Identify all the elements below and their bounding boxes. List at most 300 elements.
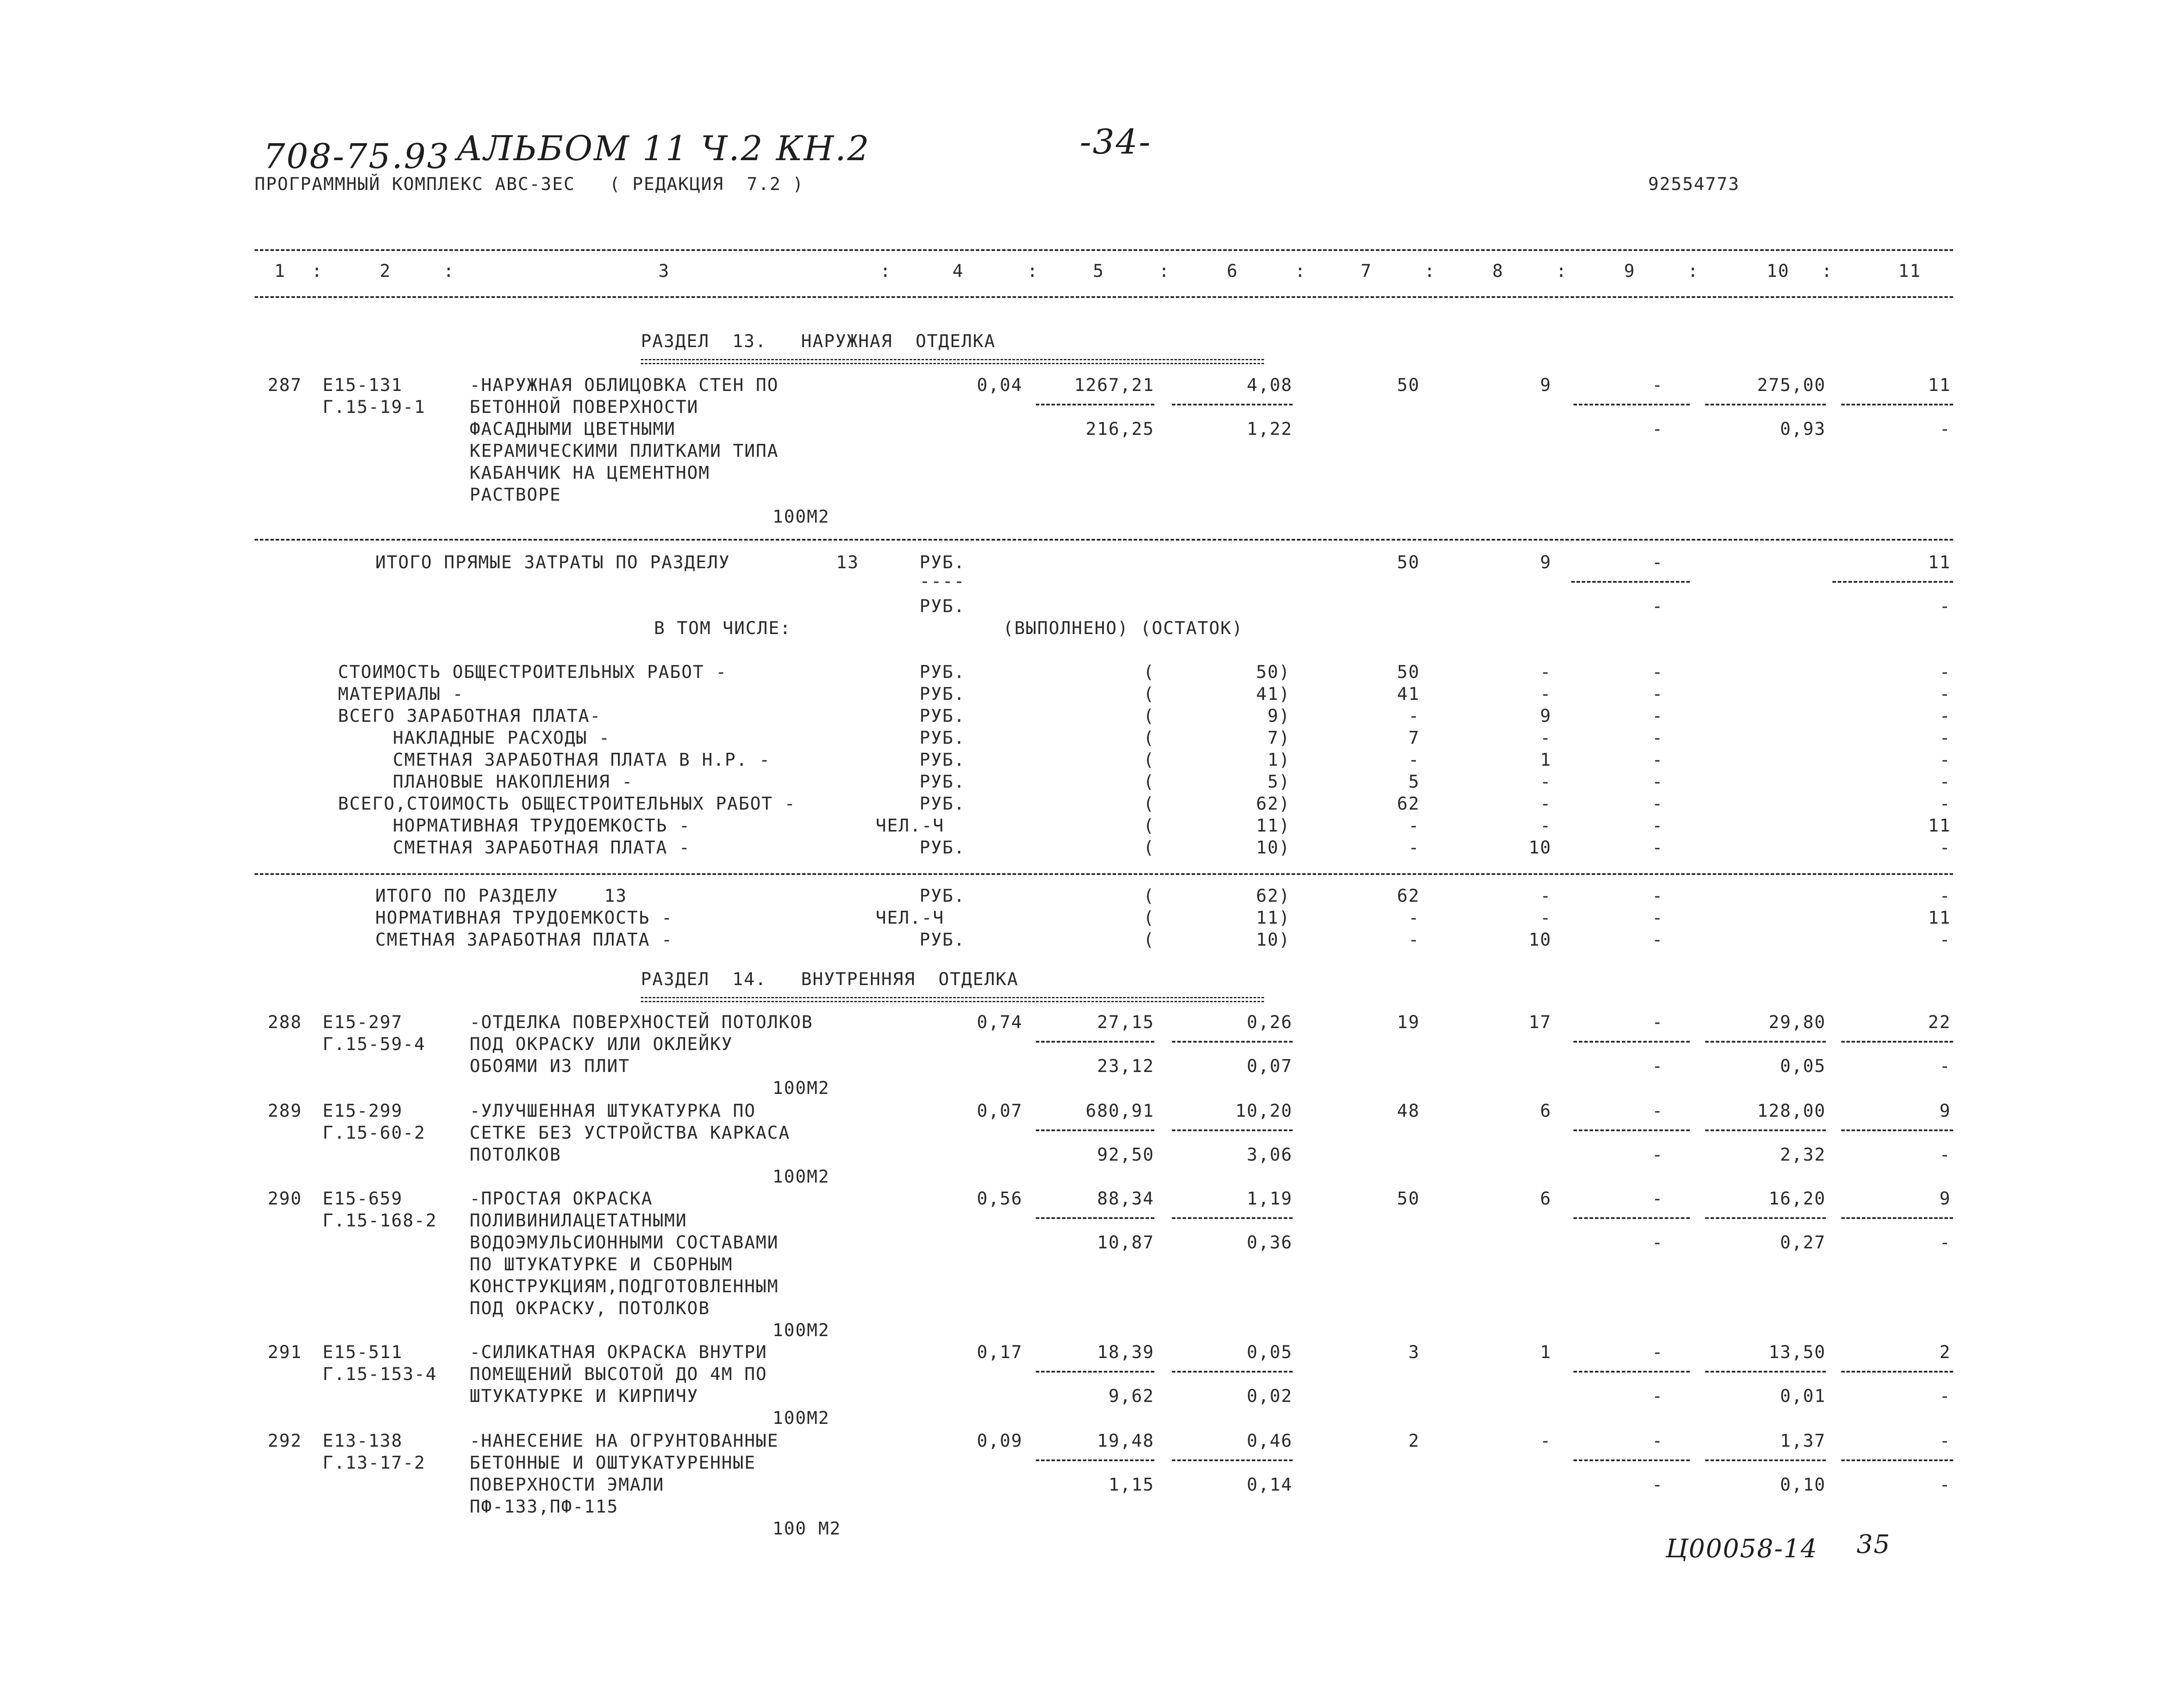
row-291-sub-rule-11 — [1841, 1371, 1953, 1373]
row-287-sub-rule-6 — [1172, 404, 1293, 405]
row-288-unit: 100М2 — [772, 1078, 830, 1098]
breakdown-row-3-done: 9) — [1267, 706, 1290, 726]
row-287-col-c10: 275,00 — [1757, 375, 1826, 395]
breakdown-row-2-col-11: - — [1939, 684, 1951, 704]
row-291-col-c5b: 9,62 — [1108, 1386, 1154, 1406]
section-total-row-2-col-8: - — [1540, 908, 1552, 928]
direct-costs-dash: ---- — [920, 571, 966, 591]
breakdown-row-6-col-9: - — [1652, 772, 1663, 792]
breakdown-row-4-col-9: - — [1652, 728, 1663, 748]
row-290-col-c5: 88,34 — [1097, 1189, 1154, 1209]
row-292-col-c10: 1,37 — [1780, 1431, 1826, 1451]
breakdown-row-8-col-8: - — [1540, 816, 1552, 836]
row-287-reference: Г.15-19-1 — [323, 397, 426, 417]
row-287-description: РАСТВОРЕ — [470, 485, 561, 505]
breakdown-row-4-col-7: 7 — [1408, 728, 1420, 748]
row-291-col-c4: 0,17 — [977, 1342, 1023, 1362]
row-289-col-c6: 10,20 — [1235, 1101, 1293, 1121]
row-292-col-c11: - — [1939, 1431, 1951, 1451]
row-292-col-c11b: - — [1939, 1475, 1951, 1495]
section-total-row-3-paren-open: ( — [1143, 930, 1155, 950]
breakdown-row-3-col-7: - — [1408, 706, 1420, 726]
row-291-col-c11b: - — [1939, 1386, 1951, 1406]
section-total-row-2-col-9: - — [1652, 908, 1663, 928]
breakdown-row-7-col-11: - — [1939, 794, 1951, 814]
row-292-description: -НАНЕСЕНИЕ НА ОГРУНТОВАННЫЕ — [470, 1431, 779, 1451]
row-287-unit: 100М2 — [772, 507, 830, 527]
breakdown-row-6-col-11: - — [1939, 772, 1951, 792]
column-separator: : — [880, 261, 892, 281]
row-290-col-c9b: - — [1652, 1233, 1663, 1253]
row-288-description: ПОД ОКРАСКУ ИЛИ ОКЛЕЙКУ — [470, 1034, 733, 1054]
section-total-row-3-done: 10) — [1256, 930, 1290, 950]
row-290-col-c9: - — [1652, 1189, 1663, 1209]
breakdown-row-8-unit: ЧЕЛ.-Ч — [876, 816, 945, 836]
row-292-col-c7: 2 — [1408, 1431, 1420, 1451]
row-290-sub-rule-10 — [1705, 1217, 1826, 1219]
row-288-description: -ОТДЕЛКА ПОВЕРХНОСТЕЙ ПОТОЛКОВ — [470, 1012, 813, 1032]
section-13-final-rule — [255, 873, 1953, 875]
breakdown-row-4-done: 7) — [1267, 728, 1290, 748]
row-289-col-c9b: - — [1652, 1145, 1663, 1165]
program-header: ПРОГРАММНЫЙ КОМПЛЕКС АВС-3ЕС ( РЕДАКЦИЯ 7.2 ) — [255, 174, 804, 194]
handwritten-page: 35 — [1857, 1529, 1891, 1559]
breakdown-row-7-unit: РУБ. — [920, 794, 966, 814]
row-288-col-c5: 27,15 — [1097, 1012, 1154, 1032]
row-291-description: -СИЛИКАТНАЯ ОКРАСКА ВНУТРИ — [470, 1342, 768, 1362]
row-289-col-c8: 6 — [1540, 1101, 1552, 1121]
row-288-col-c6b: 0,07 — [1246, 1056, 1293, 1076]
column-separator: : — [1424, 261, 1436, 281]
breakdown-row-9-col-11: - — [1939, 838, 1951, 858]
section-13-totals-rule — [255, 539, 1953, 541]
row-292-reference: Г.13-17-2 — [323, 1453, 426, 1473]
breakdown-row-7-col-9: - — [1652, 794, 1663, 814]
breakdown-row-4-col-8: - — [1540, 728, 1552, 748]
section-total-row-1-unit: РУБ. — [920, 886, 966, 906]
section-14-underline — [641, 997, 1264, 1002]
section-total-row-1-col-7: 62 — [1397, 886, 1420, 906]
column-separator: : — [1159, 261, 1171, 281]
breakdown-row-9-col-7: - — [1408, 838, 1420, 858]
direct-sub-rule-9 — [1571, 581, 1690, 583]
row-291-unit: 100М2 — [772, 1408, 830, 1428]
row-289-description: ПОТОЛКОВ — [470, 1145, 561, 1165]
breakdown-row-1-unit: РУБ. — [920, 662, 966, 682]
section-total-row-1-col-9: - — [1652, 886, 1663, 906]
section-total-row-2-done: 11) — [1256, 908, 1290, 928]
breakdown-row-3-col-11: - — [1939, 706, 1951, 726]
row-288-col-c7: 19 — [1397, 1012, 1420, 1032]
breakdown-row-6-label: ПЛАНОВЫЕ НАКОПЛЕНИЯ - — [393, 772, 633, 792]
direct-col-9: - — [1652, 552, 1663, 573]
section-total-row-2-label: НОРМАТИВНАЯ ТРУДОЕМКОСТЬ - — [375, 908, 673, 928]
column-separator: : — [1556, 261, 1568, 281]
row-288-col-c9: - — [1652, 1012, 1663, 1032]
row-292-code: Е13-138 — [323, 1431, 403, 1451]
row-288-description: ОБОЯМИ ИЗ ПЛИТ — [470, 1056, 630, 1076]
breakdown-row-7-paren-open: ( — [1143, 794, 1155, 814]
breakdown-row-8-col-7: - — [1408, 816, 1420, 836]
section-total-row-2-paren-open: ( — [1143, 908, 1155, 928]
row-287-col-c5: 1267,21 — [1074, 375, 1154, 395]
handwritten-code: 708-75.93 — [263, 137, 450, 176]
row-292-col-c6: 0,46 — [1246, 1431, 1293, 1451]
row-290-col-c4: 0,56 — [977, 1189, 1023, 1209]
row-291-col-c8: 1 — [1540, 1342, 1552, 1362]
breakdown-row-2-label: МАТЕРИАЛЫ - — [338, 684, 464, 704]
row-288-reference: Г.15-59-4 — [323, 1034, 426, 1054]
section-total-row-2-unit: ЧЕЛ.-Ч — [876, 908, 945, 928]
breakdown-row-5-col-7: - — [1408, 750, 1420, 770]
row-291-col-c6: 0,05 — [1246, 1342, 1293, 1362]
row-291-col-c7: 3 — [1408, 1342, 1420, 1362]
row-289-col-c6b: 3,06 — [1246, 1145, 1293, 1165]
row-290-sub-rule-5 — [1036, 1217, 1154, 1219]
row-290-sub-rule-9 — [1573, 1217, 1690, 1219]
row-290-col-c8: 6 — [1540, 1189, 1552, 1209]
row-290-description: -ПРОСТАЯ ОКРАСКА — [470, 1189, 653, 1209]
row-292-sub-rule-9 — [1573, 1459, 1690, 1461]
row-289-unit: 100М2 — [772, 1167, 830, 1187]
row-291-col-c5: 18,39 — [1097, 1342, 1154, 1362]
row-288-sub-rule-9 — [1573, 1041, 1690, 1043]
row-291-sub-rule-10 — [1705, 1371, 1826, 1373]
section-total-row-3-col-9: - — [1652, 930, 1663, 950]
breakdown-row-9-paren-open: ( — [1143, 838, 1155, 858]
breakdown-row-2-paren-open: ( — [1143, 684, 1155, 704]
row-288-code: Е15-297 — [323, 1012, 403, 1032]
section-13-title: РАЗДЕЛ 13. НАРУЖНАЯ ОТДЕЛКА — [641, 331, 996, 351]
row-288-col-c9b: - — [1652, 1056, 1663, 1076]
column-separator: : — [1295, 261, 1307, 281]
row-289-sub-rule-6 — [1172, 1129, 1293, 1131]
row-287-col-c9: - — [1652, 375, 1663, 395]
row-288-col-c8: 17 — [1528, 1012, 1552, 1032]
row-291-description: ПОМЕЩЕНИЙ ВЫСОТОЙ ДО 4М ПО — [470, 1364, 768, 1384]
row-287-description: КЕРАМИЧЕСКИМИ ПЛИТКАМИ ТИПА — [470, 441, 779, 461]
column-separator: : — [1027, 261, 1039, 281]
direct-col-7: 50 — [1397, 552, 1420, 573]
column-separator: : — [312, 261, 323, 281]
row-292-col-c5: 19,48 — [1097, 1431, 1154, 1451]
column-header-7: 7 — [1361, 261, 1372, 281]
section-total-row-1-paren-open: ( — [1143, 886, 1155, 906]
direct-col-9b: - — [1652, 596, 1663, 617]
breakdown-row-6-col-8: - — [1540, 772, 1552, 792]
breakdown-row-8-paren-open: ( — [1143, 816, 1155, 836]
breakdown-row-1-col-7: 50 — [1397, 662, 1420, 682]
row-292-sub-rule-5 — [1036, 1459, 1154, 1461]
row-287-col-c11: 11 — [1928, 375, 1951, 395]
row-290-unit: 100М2 — [772, 1320, 830, 1341]
section-total-row-1-col-8: - — [1540, 886, 1552, 906]
section-total-row-1-done: 62) — [1256, 886, 1290, 906]
row-290-col-c6: 1,19 — [1246, 1189, 1293, 1209]
breakdown-row-8-done: 11) — [1256, 816, 1290, 836]
row-290-number: 290 — [268, 1189, 302, 1209]
row-291-col-c11: 2 — [1939, 1342, 1951, 1362]
row-287-description: -НАРУЖНАЯ ОБЛИЦОВКА СТЕН ПО — [470, 375, 779, 395]
row-290-description: ПОЛИВИНИЛАЦЕТАТНЫМИ — [470, 1211, 687, 1231]
column-separator: : — [1821, 261, 1833, 281]
breakdown-row-1-label: СТОИМОСТЬ ОБЩЕСТРОИТЕЛЬНЫХ РАБОТ - — [338, 662, 727, 682]
breakdown-row-4-label: НАКЛАДНЫЕ РАСХОДЫ - — [393, 728, 611, 748]
column-header-1: 1 — [274, 261, 286, 281]
section-total-row-2-col-7: - — [1408, 908, 1420, 928]
row-288-sub-rule-10 — [1705, 1041, 1826, 1043]
direct-col-8: 9 — [1540, 552, 1552, 573]
direct-col-11: 11 — [1928, 552, 1951, 573]
done-remaining-label: (ВЫПОЛНЕНО) (ОСТАТОК) — [1003, 618, 1243, 638]
row-289-col-c11b: - — [1939, 1145, 1951, 1165]
row-288-col-c10: 29,80 — [1768, 1012, 1826, 1032]
breakdown-row-7-label: ВСЕГО,СТОИМОСТЬ ОБЩЕСТРОИТЕЛЬНЫХ РАБОТ - — [338, 794, 796, 814]
row-287-sub-rule-10 — [1705, 404, 1826, 405]
breakdown-row-6-col-7: 5 — [1408, 772, 1420, 792]
breakdown-row-5-done: 1) — [1267, 750, 1290, 770]
row-291-col-c10: 13,50 — [1768, 1342, 1826, 1362]
breakdown-row-9-label: СМЕТНАЯ ЗАРАБОТНАЯ ПЛАТА - — [393, 838, 691, 858]
direct-sub-rule-11 — [1832, 581, 1953, 583]
breakdown-row-2-col-8: - — [1540, 684, 1552, 704]
breakdown-row-3-col-8: 9 — [1540, 706, 1552, 726]
row-290-description: ПО ШТУКАТУРКЕ И СБОРНЫМ — [470, 1255, 733, 1275]
direct-costs-unit-2: РУБ. — [920, 596, 966, 617]
row-292-sub-rule-11 — [1841, 1459, 1953, 1461]
section-total-row-3-label: СМЕТНАЯ ЗАРАБОТНАЯ ПЛАТА - — [375, 930, 673, 950]
row-288-col-c4: 0,74 — [977, 1012, 1023, 1032]
row-292-col-c5b: 1,15 — [1108, 1475, 1154, 1495]
direct-costs-unit: РУБ. — [920, 552, 966, 573]
row-289-col-c9: - — [1652, 1101, 1663, 1121]
row-287-number: 287 — [268, 375, 302, 395]
row-292-description: БЕТОННЫЕ И ОШТУКАТУРЕННЫЕ — [470, 1453, 756, 1473]
row-289-description: СЕТКЕ БЕЗ УСТРОЙСТВА КАРКАСА — [470, 1123, 790, 1143]
breakdown-row-3-unit: РУБ. — [920, 706, 966, 726]
row-289-sub-rule-9 — [1573, 1129, 1690, 1131]
row-288-col-c11b: - — [1939, 1056, 1951, 1076]
breakdown-row-7-done: 62) — [1256, 794, 1290, 814]
section-total-row-1-col-11: - — [1939, 886, 1951, 906]
breakdown-row-9-done: 10) — [1256, 838, 1290, 858]
row-290-col-c11b: - — [1939, 1233, 1951, 1253]
breakdown-row-5-col-11: - — [1939, 750, 1951, 770]
row-291-sub-rule-9 — [1573, 1371, 1690, 1373]
breakdown-row-4-col-11: - — [1939, 728, 1951, 748]
breakdown-row-7-col-8: - — [1540, 794, 1552, 814]
row-288-sub-rule-5 — [1036, 1041, 1154, 1043]
row-287-sub-rule-9 — [1573, 404, 1690, 405]
row-289-col-c5: 680,91 — [1085, 1101, 1154, 1121]
breakdown-row-6-unit: РУБ. — [920, 772, 966, 792]
row-292-description: ПФ-133,ПФ-115 — [470, 1497, 619, 1517]
row-291-reference: Г.15-153-4 — [323, 1364, 437, 1384]
row-291-sub-rule-6 — [1172, 1371, 1293, 1373]
column-header-9: 9 — [1624, 261, 1636, 281]
row-290-code: Е15-659 — [323, 1189, 403, 1209]
column-separator: : — [443, 261, 455, 281]
row-290-col-c10: 16,20 — [1768, 1189, 1826, 1209]
breakdown-row-3-paren-open: ( — [1143, 706, 1155, 726]
row-292-col-c4: 0,09 — [977, 1431, 1023, 1451]
row-292-col-c9b: - — [1652, 1475, 1663, 1495]
breakdown-row-9-col-8: 10 — [1528, 838, 1552, 858]
column-header-10: 10 — [1767, 261, 1790, 281]
section-total-row-3-col-11: - — [1939, 930, 1951, 950]
page-number: -34- — [1080, 122, 1152, 162]
row-291-col-c9b: - — [1652, 1386, 1663, 1406]
document-number: 92554773 — [1648, 174, 1740, 194]
section-total-row-3-col-8: 10 — [1528, 930, 1552, 950]
row-287-col-c11b: - — [1939, 419, 1951, 439]
direct-costs-label: ИТОГО ПРЯМЫЕ ЗАТРАТЫ ПО РАЗДЕЛУ — [375, 552, 730, 573]
breakdown-row-2-done: 41) — [1256, 684, 1290, 704]
breakdown-row-7-col-7: 62 — [1397, 794, 1420, 814]
row-292-col-c8: - — [1540, 1431, 1552, 1451]
row-289-col-c10b: 2,32 — [1780, 1145, 1826, 1165]
row-287-col-c7: 50 — [1397, 375, 1420, 395]
row-292-unit: 100 М2 — [772, 1519, 841, 1539]
row-288-col-c11: 22 — [1928, 1012, 1951, 1032]
row-291-code: Е15-511 — [323, 1342, 403, 1362]
row-288-sub-rule-6 — [1172, 1041, 1293, 1043]
section-total-row-3-unit: РУБ. — [920, 930, 966, 950]
breakdown-row-6-done: 5) — [1267, 772, 1290, 792]
row-292-sub-rule-6 — [1172, 1459, 1293, 1461]
row-290-description: КОНСТРУКЦИЯМ,ПОДГОТОВЛЕННЫМ — [470, 1276, 779, 1297]
row-287-description: ФАСАДНЫМИ ЦВЕТНЫМИ — [470, 419, 676, 439]
breakdown-row-4-paren-open: ( — [1143, 728, 1155, 748]
direct-costs-section: 13 — [836, 552, 859, 573]
row-290-sub-rule-6 — [1172, 1217, 1293, 1219]
row-290-description: ВОДОЭМУЛЬСИОННЫМИ СОСТАВАМИ — [470, 1233, 779, 1253]
column-header-6: 6 — [1227, 261, 1239, 281]
breakdown-row-1-paren-open: ( — [1143, 662, 1155, 682]
row-292-sub-rule-10 — [1705, 1459, 1826, 1461]
row-292-col-c9: - — [1652, 1431, 1663, 1451]
row-289-col-c10: 128,00 — [1757, 1101, 1826, 1121]
section-14-title: РАЗДЕЛ 14. ВНУТРЕННЯЯ ОТДЕЛКА — [641, 969, 1019, 989]
breakdown-row-5-unit: РУБ. — [920, 750, 966, 770]
column-header-2: 2 — [380, 261, 392, 281]
row-287-col-c6b: 1,22 — [1246, 419, 1293, 439]
breakdown-row-8-col-11: 11 — [1928, 816, 1951, 836]
row-287-col-c4: 0,04 — [977, 375, 1023, 395]
breakdown-row-1-col-8: - — [1540, 662, 1552, 682]
row-292-number: 292 — [268, 1431, 302, 1451]
handwritten-album: АЛЬБОМ 11 Ч.2 КН.2 — [456, 129, 871, 168]
row-288-col-c6: 0,26 — [1246, 1012, 1293, 1032]
including-label: В ТОМ ЧИСЛЕ: — [654, 618, 791, 638]
breakdown-row-1-col-11: - — [1939, 662, 1951, 682]
column-header-3: 3 — [658, 261, 670, 281]
row-289-number: 289 — [268, 1101, 302, 1121]
breakdown-row-5-col-8: 1 — [1540, 750, 1552, 770]
breakdown-row-5-paren-open: ( — [1143, 750, 1155, 770]
row-287-sub-rule-11 — [1841, 404, 1953, 405]
row-288-col-c5b: 23,12 — [1097, 1056, 1154, 1076]
column-header-5: 5 — [1093, 261, 1105, 281]
row-287-description: БЕТОННОЙ ПОВЕРХНОСТИ — [470, 397, 699, 417]
row-289-sub-rule-5 — [1036, 1129, 1154, 1131]
column-header-4: 4 — [952, 261, 964, 281]
row-291-number: 291 — [268, 1342, 302, 1362]
row-290-sub-rule-11 — [1841, 1217, 1953, 1219]
row-289-code: Е15-299 — [323, 1101, 403, 1121]
column-separator: : — [1688, 261, 1699, 281]
row-289-sub-rule-10 — [1705, 1129, 1826, 1131]
breakdown-row-6-paren-open: ( — [1143, 772, 1155, 792]
row-292-description: ПОВЕРХНОСТИ ЭМАЛИ — [470, 1475, 665, 1495]
column-header-8: 8 — [1492, 261, 1504, 281]
row-291-col-c9: - — [1652, 1342, 1663, 1362]
breakdown-row-2-col-9: - — [1652, 684, 1663, 704]
direct-col-11b: - — [1939, 596, 1951, 617]
header-rule-top — [255, 249, 1953, 251]
breakdown-row-9-unit: РУБ. — [920, 838, 966, 858]
row-289-reference: Г.15-60-2 — [323, 1123, 426, 1143]
row-289-description: -УЛУЧШЕННАЯ ШТУКАТУРКА ПО — [470, 1101, 756, 1121]
row-292-col-c10b: 0,10 — [1780, 1475, 1826, 1495]
row-290-col-c5b: 10,87 — [1097, 1233, 1154, 1253]
row-290-col-c10b: 0,27 — [1780, 1233, 1826, 1253]
row-289-sub-rule-11 — [1841, 1129, 1953, 1131]
row-288-number: 288 — [268, 1012, 302, 1032]
breakdown-row-5-label: СМЕТНАЯ ЗАРАБОТНАЯ ПЛАТА В Н.Р. - — [393, 750, 771, 770]
row-288-col-c10b: 0,05 — [1780, 1056, 1826, 1076]
row-287-description: КАБАНЧИК НА ЦЕМЕНТНОМ — [470, 463, 710, 483]
row-287-sub-rule-5 — [1036, 404, 1154, 405]
breakdown-row-8-col-9: - — [1652, 816, 1663, 836]
header-rule-bottom — [255, 296, 1953, 298]
row-287-col-c8: 9 — [1540, 375, 1552, 395]
section-13-underline — [641, 359, 1264, 364]
breakdown-row-5-col-9: - — [1652, 750, 1663, 770]
breakdown-row-2-col-7: 41 — [1397, 684, 1420, 704]
breakdown-row-3-label: ВСЕГО ЗАРАБОТНАЯ ПЛАТА- — [338, 706, 601, 726]
row-289-col-c4: 0,07 — [977, 1101, 1023, 1121]
breakdown-row-3-col-9: - — [1652, 706, 1663, 726]
breakdown-row-9-col-9: - — [1652, 838, 1663, 858]
row-290-col-c6b: 0,36 — [1246, 1233, 1293, 1253]
row-289-col-c11: 9 — [1939, 1101, 1951, 1121]
breakdown-row-8-label: НОРМАТИВНАЯ ТРУДОЕМКОСТЬ - — [393, 816, 691, 836]
row-287-col-c6: 4,08 — [1246, 375, 1293, 395]
row-287-col-c10b: 0,93 — [1780, 419, 1826, 439]
breakdown-row-1-done: 50) — [1256, 662, 1290, 682]
row-289-col-c7: 48 — [1397, 1101, 1420, 1121]
handwritten-stamp: Ц00058-14 — [1666, 1534, 1818, 1563]
row-291-description: ШТУКАТУРКЕ И КИРПИЧУ — [470, 1386, 699, 1406]
row-287-col-c9b: - — [1652, 419, 1663, 439]
row-289-col-c5b: 92,50 — [1097, 1145, 1154, 1165]
breakdown-row-1-col-9: - — [1652, 662, 1663, 682]
section-total-row-3-col-7: - — [1408, 930, 1420, 950]
column-header-11: 11 — [1898, 261, 1922, 281]
row-290-col-c7: 50 — [1397, 1189, 1420, 1209]
row-291-col-c6b: 0,02 — [1246, 1386, 1293, 1406]
row-292-col-c6b: 0,14 — [1246, 1475, 1293, 1495]
row-287-col-c5b: 216,25 — [1085, 419, 1154, 439]
breakdown-row-4-unit: РУБ. — [920, 728, 966, 748]
row-288-sub-rule-11 — [1841, 1041, 1953, 1043]
section-total-row-1-label: ИТОГО ПО РАЗДЕЛУ 13 — [375, 886, 627, 906]
row-290-col-c11: 9 — [1939, 1189, 1951, 1209]
breakdown-row-2-unit: РУБ. — [920, 684, 966, 704]
row-291-col-c10b: 0,01 — [1780, 1386, 1826, 1406]
row-290-reference: Г.15-168-2 — [323, 1211, 437, 1231]
